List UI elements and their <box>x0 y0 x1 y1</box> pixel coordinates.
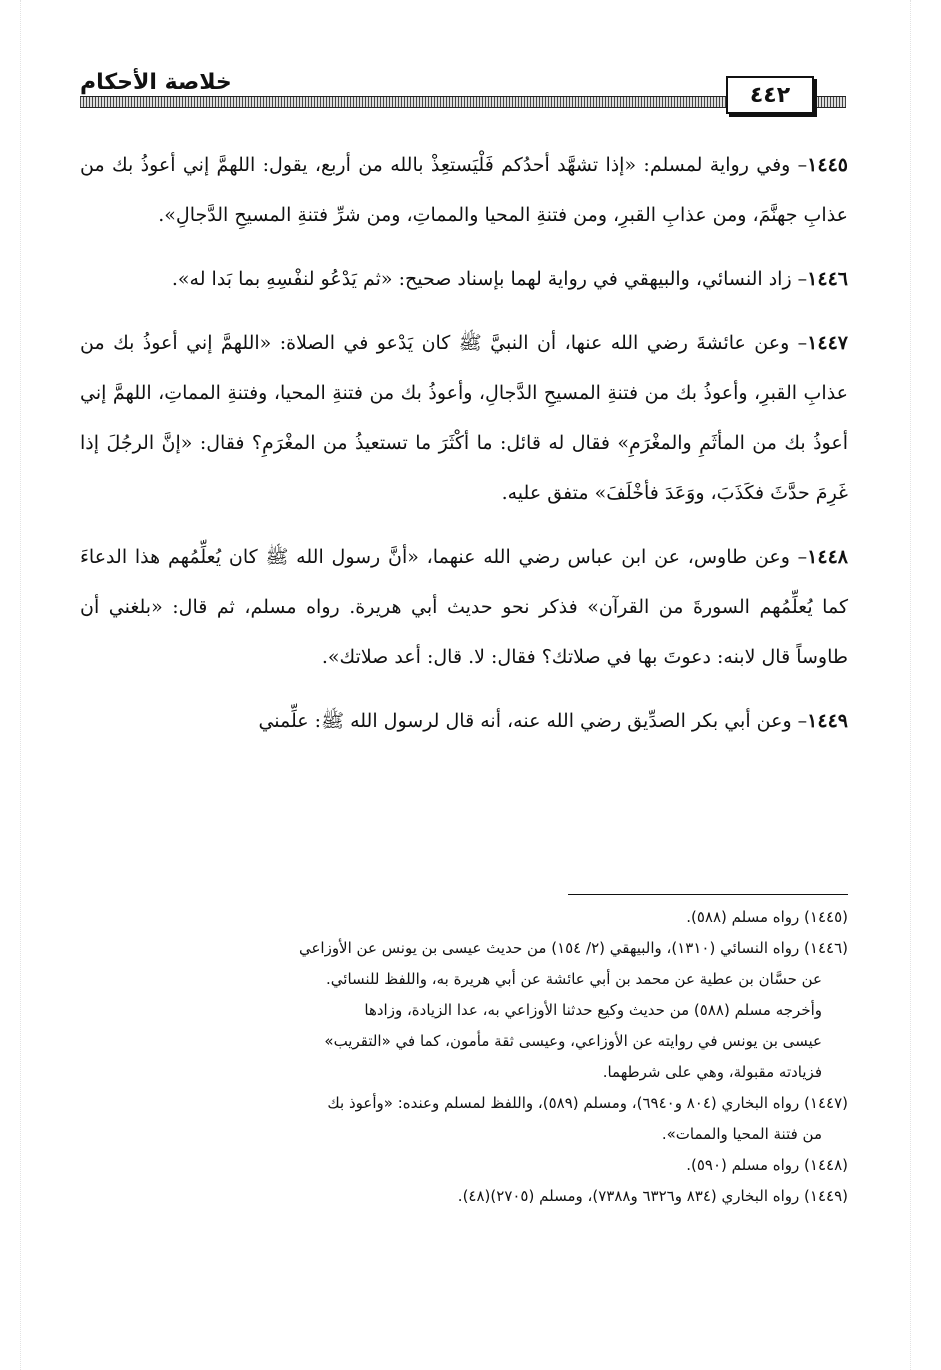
hadith-text: – وعن عائشةَ رضي الله عنها، أن النبيَّ ﷺ كان يَدْعو في الصلاة: «اللهمَّ إني أعوذُ بك من عذابِ القبرِ، وأعوذُ بك من فتنةِ المسيحِ الدَّجالِ، وأعوذُ بك من فتنةِ المحيا، وفتنةِ المماتِ، اللهمَّ إني أعوذُ بك من المأثَمِ والمغْرَمِ» فقال له قائل: ما أكْثَرَ ما تستعيذُ من المغْرَمِ؟ فقال: «إنَّ الرجُلَ إذا غَرِمَ حدَّثَ فكَذَبَ، ووَعَدَ فأخْلَفَ» متفق عليه. <box>80 332 848 504</box>
footnote-line: فزيادته مقبولة، وهي على شرطهما. <box>602 1063 822 1081</box>
hadith-paragraph <box>80 318 848 518</box>
hadith-number: ١٤٤٦ <box>807 268 848 290</box>
hadith-paragraph <box>80 254 848 304</box>
footnote-line: (١٤٤٧) رواه البخاري (٨٠٤ و٦٩٤٠)، ومسلم (٥٨٩)، واللفظ لمسلم وعنده: «وأعوذ بك <box>327 1094 848 1112</box>
footnotes <box>80 902 848 1212</box>
footnote-line: من فتنة المحيا والممات». <box>661 1125 822 1143</box>
hadith-text: – وفي رواية لمسلم: «إذا تشهَّد أحدُكم فَلْيَستعِذْ بالله من أربع، يقول: اللهمَّ إني أعوذُ بك من عذابِ جهنَّمَ، ومن عذابِ القبرِ، ومن فتنةِ المحيا والمماتِ، ومن شرِّ فتنةِ المسيحِ الدَّجالِ». <box>80 154 848 226</box>
hadith-number: ١٤٤٨ <box>807 546 848 568</box>
hadith-number: ١٤٤٧ <box>807 332 848 354</box>
footnote-line: (١٤٤٩) رواه البخاري (٨٣٤ و٦٣٢٦ و٧٣٨٨)، ومسلم (٢٧٠٥)(٤٨). <box>457 1187 848 1205</box>
footnote-line: (١٤٤٦) رواه النسائي (١٣١٠)، والبيهقي (٢/ ١٥٤) من حديث عيسى بن يونس عن الأوزاعي <box>298 939 848 957</box>
page-edge-guide <box>20 0 21 1370</box>
main-text <box>80 140 848 760</box>
footnote-line: (١٤٤٥) رواه مسلم (٥٨٨). <box>686 908 848 926</box>
hadith-paragraph <box>80 532 848 682</box>
hadith-paragraph <box>80 140 848 240</box>
running-title: خلاصة الأحكام <box>80 70 232 95</box>
footnote-line: (١٤٤٨) رواه مسلم (٥٩٠). <box>686 1156 848 1174</box>
page-number: ٤٤٢ <box>726 76 814 114</box>
footnote-line: عيسى بن يونس في روايته عن الأوزاعي، وعيسى ثقة مأمون، كما في «التقريب» <box>324 1032 822 1050</box>
hadith-text: – وعن أبي بكر الصدِّيق رضي الله عنه، أنه قال لرسول الله ﷺ: علِّمني <box>258 710 808 732</box>
hadith-number: ١٤٤٥ <box>807 154 848 176</box>
hadith-text: – زاد النسائي، والبيهقي في رواية لهما بإسناد صحيح: «ثم يَدْعُو لنفْسِهِ بما بَدا له». <box>171 268 808 290</box>
page-header <box>80 62 846 110</box>
hadith-number: ١٤٤٩ <box>807 710 848 732</box>
page-edge-guide <box>910 0 911 1370</box>
footnote-line: وأخرجه مسلم (٥٨٨) من حديث وكيع حدثنا الأوزاعي به، عدا الزيادة، وزادها <box>364 1001 822 1019</box>
footnote-divider <box>568 894 848 895</box>
footnote-line: عن حسَّان بن عطية عن محمد بن أبي عائشة عن أبي هريرة به، واللفظ للنسائي. <box>326 970 822 988</box>
hadith-paragraph <box>80 696 848 746</box>
hadith-text: – وعن طاوس، عن ابن عباس رضي الله عنهما، «أنَّ رسول الله ﷺ كان يُعلِّمُهم هذا الدعاءَ كما يُعلِّمُهم السورةَ من القرآن» فذكر نحو حديث أبي هريرة. رواه مسلم، ثم قال: «بلغني أن طاوساً قال لابنه: دعوتَ بها في صلاتك؟ فقال: لا. قال: أعد صلاتك». <box>80 546 848 668</box>
